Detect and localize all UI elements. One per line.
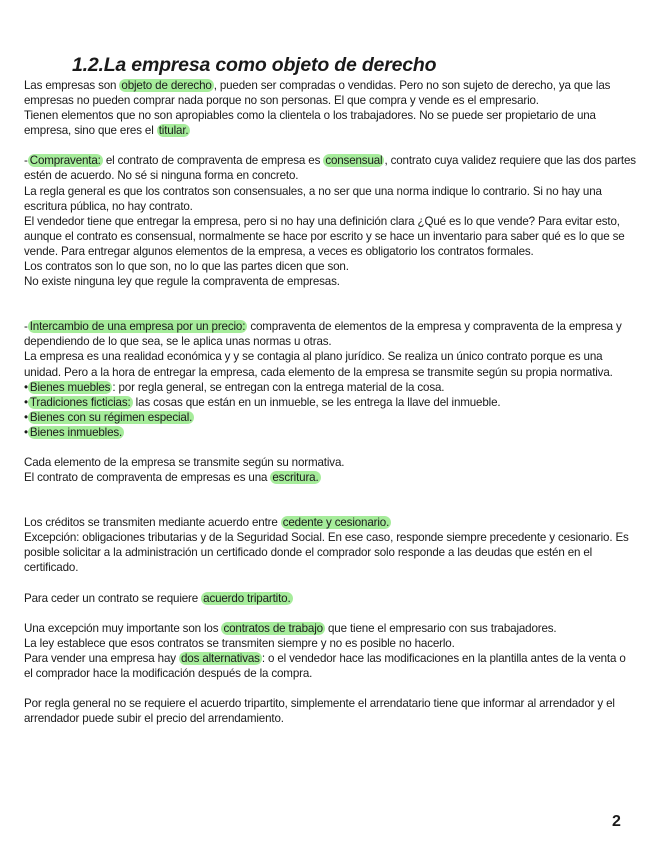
paragraph-ceder-contrato — [24, 591, 636, 606]
paragraph-normativa: Cada elemento de la empresa se transmite según su normativa. — [24, 455, 345, 469]
paragraph-objeto-derecho — [24, 78, 636, 108]
text: : o el vendedor hace las modificaciones en la plantilla antes de la venta o el comprador hace la modificación después de la compra. — [24, 651, 626, 680]
highlight: escritura. — [272, 471, 319, 485]
highlight: consensual — [325, 154, 383, 168]
document-body — [24, 78, 636, 726]
text: Una excepción muy importante son los — [24, 621, 222, 635]
highlight: Bienes inmuebles. — [29, 425, 123, 439]
paragraph-alternativas — [24, 651, 636, 681]
list-item — [24, 425, 636, 440]
text: compraventa de elementos de la empresa y compraventa de la empresa y dependiendo de lo que sea, se le aplica unas normas u otras. — [24, 320, 622, 349]
highlight: titular. — [158, 124, 189, 138]
list-item — [24, 380, 636, 395]
paragraph-vendedor: El vendedor tiene que entregar la empresa, pero si no hay una definición clara ¿Qué es lo que vende? Para evitar esto, aunque el contrato es consensual, normalmente se hace por escrito y se hace un inventario para saber qué es lo que se vende. Para entregar algunos elementos de la empresa, a veces es obligatorio los contratos formales. — [24, 214, 625, 258]
text: Las empresas son — [24, 79, 120, 92]
text: , pueden ser compradas o vendidas. Pero no son sujeto de derecho, ya que las empresas no pueden comprar nada porque no son personas. El que compra y vende es el empresario. — [24, 79, 611, 108]
text: que tiene el empresario con sus trabajadores. — [324, 621, 557, 635]
paragraph-contratos-trabajo — [24, 621, 636, 636]
paragraph-regla-general: La regla general es que los contratos son consensuales, a no ser que una norma indique lo contrario. Si no hay una escritura pública, no hay contrato. — [24, 184, 602, 213]
highlight: dos alternativas — [181, 651, 260, 665]
text: Para ceder un contrato se requiere — [24, 591, 202, 605]
paragraph-compraventa — [24, 153, 636, 183]
paragraph-escritura — [24, 470, 636, 485]
text: el contrato de compraventa de empresa es — [102, 154, 324, 168]
page-number: 2 — [612, 813, 621, 830]
paragraph-contratos: Los contratos son lo que son, no lo que las partes dicen que son. — [24, 260, 349, 274]
list-item — [24, 395, 636, 410]
bullet-list — [24, 380, 636, 440]
text: Los créditos se transmiten mediante acuerdo entre — [24, 516, 281, 530]
highlight: Compraventa: — [29, 154, 101, 168]
paragraph-ley-transmision: La ley establece que esos contratos se transmiten siempre y no es posible no hacerlo. — [24, 636, 455, 650]
paragraph-titular — [24, 108, 636, 138]
paragraph-excepcion: Excepción: obligaciones tributarias y de la Seguridad Social. En ese caso, responde siempre precedente y cesionario. Es posible solicitar a la administración un certificado donde el comprador solo responde a las deudas que estén en el certificado. — [24, 531, 629, 575]
highlight: objeto de derecho — [121, 79, 212, 92]
highlight: cedente y cesionario. — [282, 516, 390, 530]
highlight: Bienes muebles — [29, 380, 111, 394]
highlight: Intercambio de una empresa por un precio: — [29, 320, 246, 334]
paragraph-creditos — [24, 515, 636, 530]
paragraph-arrendamiento: Por regla general no se requiere el acuerdo tripartito, simplemente el arrendatario tiene que informar al arrendador y el arrendador puede subir el precio del arrendamiento. — [24, 697, 615, 726]
section-title: 1.2.La empresa como objeto de derecho — [72, 54, 437, 76]
text: - — [24, 154, 28, 168]
text: , contrato cuya validez requiere que las dos partes estén de acuerdo. No sé si ninguna forma en concreto. — [24, 154, 636, 183]
text: Para vender una empresa hay — [24, 651, 179, 665]
text: : por regla general, se entregan con la entrega material de la cosa. — [112, 380, 445, 394]
text: - — [24, 320, 28, 334]
highlight: contratos de trabajo — [223, 621, 323, 635]
highlight: Tradiciones ficticias: — [29, 395, 131, 409]
highlight: acuerdo tripartito. — [203, 591, 291, 605]
text: El contrato de compraventa de empresas es una — [24, 471, 271, 485]
text: Tienen elementos que no son apropiables como la clientela o los trabajadores. No se puede ser propietario de una empresa, sino que eres el — [24, 109, 596, 138]
paragraph-realidad-economica: La empresa es una realidad económica y y se contagia al plano jurídico. Se realiza un único contrato porque es una unidad. Pero a la hora de entregar la empresa, cada elemento de la empresa se transmite según su propia normativa. — [24, 350, 613, 379]
paragraph-ley: No existe ninguna ley que regule la compraventa de empresas. — [24, 275, 340, 289]
list-item — [24, 410, 636, 425]
paragraph-intercambio — [24, 319, 636, 349]
text: las cosas que están en un inmueble, se les entrega la llave del inmueble. — [132, 395, 501, 409]
highlight: Bienes con su régimen especial. — [29, 410, 193, 424]
